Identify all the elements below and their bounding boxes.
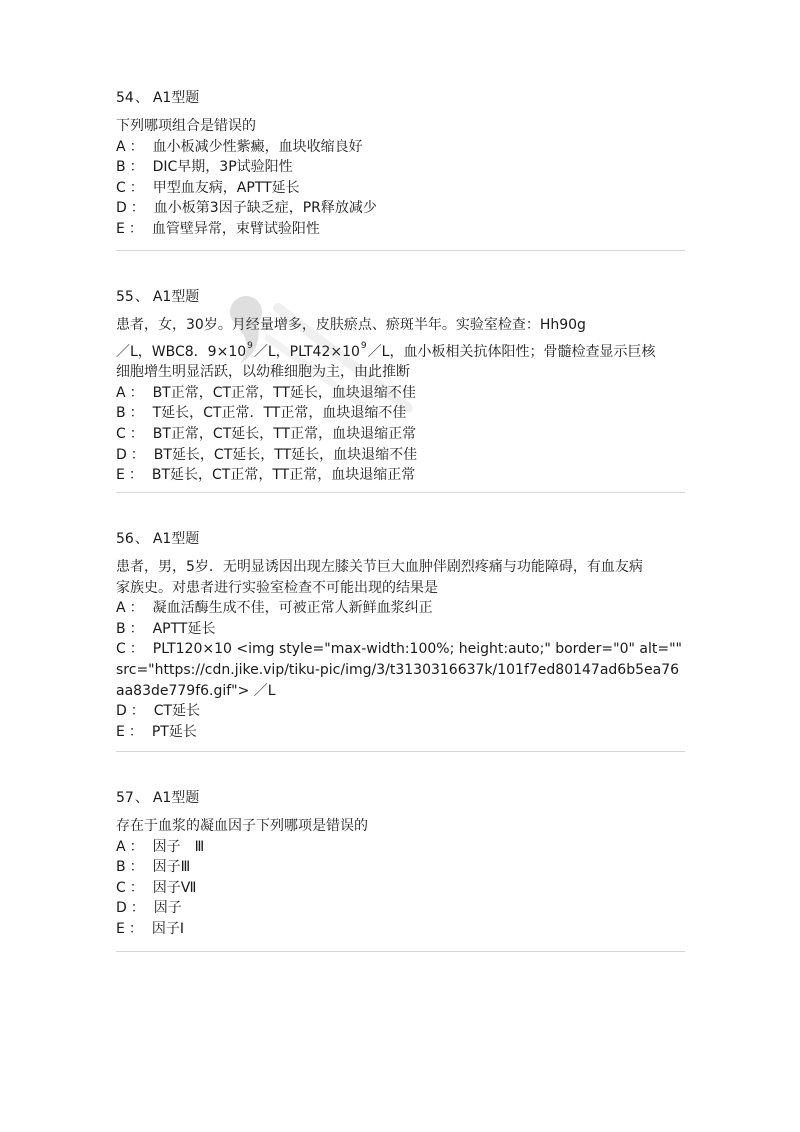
option-text: 因子Ⅰ [151,920,184,937]
option-b[interactable]: B ： 因子Ⅲ [116,857,686,878]
separator: 、 [134,289,149,305]
option-text: 因子 Ⅲ [152,838,205,855]
option-letter: D [116,200,127,217]
option-text: BT正常，CT正常，TT延长，血块退缩不佳 [152,384,416,401]
question-type: A1型题 [152,289,200,305]
option-letter: A [116,384,126,401]
question-header [116,529,686,549]
question-number: 55 [116,289,134,305]
option-letter: E [116,920,125,937]
option-letter: C [116,641,126,658]
option-text: 因子 [153,900,182,917]
question-stem-line-2: ／L，WBC8．$9\times 10^9/L$，$PLT42\times 10^9/L$，血小板相关抗体阳性；骨髓检查显示巨核 [116,340,656,360]
option-a[interactable]: A ： 因子 Ⅲ [116,837,686,858]
question-stem: 下列哪项组合是错误的 [116,118,256,134]
question-stem-line-1: 患者，男，5岁．无明显诱因出现左膝关节巨大血肿伴剧烈疼痛与功能障碍，有血友病 [116,559,643,575]
question-header [116,88,686,108]
option-text: 甲型血友病，APTT延长 [152,179,300,196]
option-letter: E [116,723,125,740]
question-number: 57 [116,790,134,806]
option-text: 血小板第3因子缺乏症，PR释放减少 [153,200,377,217]
option-d[interactable]: D ： BT延长，CT延长，TT延长，血块退缩不佳 [116,445,686,466]
question-56 [116,529,686,742]
question-57 [116,788,686,940]
option-d[interactable]: D ： 因子 [116,898,686,919]
option-e[interactable]: E ： BT延长，CT正常，TT正常，血块退缩正常 [116,465,686,486]
option-letter: E [116,220,125,237]
option-letter: D [116,703,127,720]
option-letter: B [116,405,126,422]
option-c[interactable]: C ： 甲型血友病，APTT延长 [116,178,686,199]
option-a[interactable]: A ： 凝血活酶生成不佳，可被正常人新鲜血浆纠正 [116,598,686,619]
option-text: PT延长 [151,723,197,740]
option-text: BT延长，CT延长，TT延长，血块退缩不佳 [153,446,418,463]
question-type: A1型题 [152,531,200,547]
option-letter: E [116,467,125,484]
question-type: A1型题 [152,790,200,806]
option-b[interactable]: B ： DIC早期，3P试验阳性 [116,157,686,178]
question-header [116,287,686,307]
question-stem: 存在于血浆的凝血因子下列哪项是错误的 [116,818,368,834]
separator: 、 [134,790,149,806]
option-c[interactable]: C ： BT正常，CT延长，TT正常，血块退缩正常 [116,424,686,445]
option-text: BT延长，CT正常，TT正常，血块退缩正常 [151,467,416,484]
option-text: 因子Ⅲ [152,859,191,876]
option-text: PLT120×10 <img style="max-width:100%; height:auto;" border="0" alt="" src="https://cdn.jike.vip/tiku-pic/img/3/t3130316637k/101f7ed80147ad6b5ea76aa83de779f6.gif"> ／L [116,641,682,699]
question-54 [116,88,686,240]
option-letter: C [116,179,126,196]
question-stem-line-1: 患者，女，30岁。月经量增多，皮肤瘀点、瘀斑半年。实验室检查：Hh90g [116,317,586,333]
option-letter: D [116,446,127,463]
question-divider [116,951,685,952]
option-e[interactable]: E ： 血管壁异常，束臂试验阳性 [116,219,686,240]
option-e[interactable]: E ： PT延长 [116,722,686,743]
option-text: 凝血活酶生成不佳，可被正常人新鲜血浆纠正 [152,600,433,617]
option-text: BT正常，CT延长，TT正常，血块退缩正常 [152,425,417,442]
question-stem-line-2: 家族史。对患者进行实验室检查不可能出现的结果是 [116,579,438,596]
option-letter: A [116,138,126,155]
separator: 、 [134,531,149,547]
option-text: 血管壁异常，束臂试验阳性 [151,220,320,237]
question-number: 54 [116,90,134,106]
option-letter: B [116,620,126,637]
question-type: A1型题 [152,90,200,106]
option-d[interactable]: D ： CT延长 [116,701,686,722]
option-text: CT延长 [153,703,201,720]
question-stem-line-3: 细胞增生明显活跃，以幼稚细胞为主，由此推断 [116,364,410,381]
option-letter: A [116,838,126,855]
option-e[interactable]: E ： 因子Ⅰ [116,919,686,940]
option-b[interactable]: B ： T延长，CT正常．TT正常，血块退缩不佳 [116,403,686,424]
exponent: 9 [247,340,253,351]
question-number: 56 [116,531,134,547]
option-c[interactable]: C ： PLT120×10 <img style="max-width:100%; height:auto;" border="0" alt="" src="https://cdn.jike.vip/tiku-pic/img/3/t3130316637k/101f7ed80147ad6b5ea76aa83de779f6.gif"> ／L [116,641,682,699]
option-text: 血小板减少性紫癜，血块收缩良好 [152,138,363,155]
option-letter: B [116,159,126,176]
option-letter: C [116,425,126,442]
question-divider [116,492,685,493]
option-text: 因子Ⅶ [152,879,197,896]
option-text: DIC早期，3P试验阳性 [152,159,293,176]
option-a[interactable]: A ： BT正常，CT正常，TT延长，血块退缩不佳 [116,383,686,404]
option-letter: A [116,600,126,617]
question-divider [116,250,685,251]
question-55 [116,287,686,486]
option-letter: C [116,879,126,896]
option-b[interactable]: B ： APTT延长 [116,619,686,640]
separator: 、 [134,90,149,106]
option-text: APTT延长 [152,620,216,637]
question-divider [116,751,685,752]
option-d[interactable]: D ： 血小板第3因子缺乏症，PR释放减少 [116,198,686,219]
question-header [116,788,686,808]
option-letter: D [116,900,127,917]
option-letter: B [116,859,126,876]
option-a[interactable]: A ： 血小板减少性紫癜，血块收缩良好 [116,137,686,158]
option-c[interactable]: C ： 因子Ⅶ [116,878,686,899]
option-text: T延长，CT正常．TT正常，血块退缩不佳 [152,405,407,422]
exponent: 9 [360,340,367,351]
